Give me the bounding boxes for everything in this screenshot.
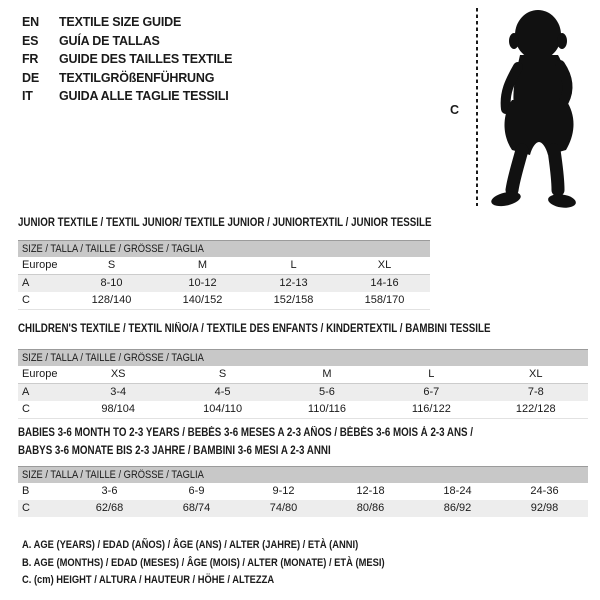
table-row-europe <box>18 366 588 384</box>
value-cell: 14-16 <box>370 277 399 289</box>
babies-table-title-line1: BABIES 3-6 MONTH TO 2-3 YEARS / BEBÉS 3-6 MESES A 2-3 AÑOS / BÉBÉS 3-6 MOIS À 2-3 ANS / <box>18 427 474 439</box>
value-cell: 86/92 <box>443 502 472 514</box>
language-code: DE <box>22 70 39 85</box>
size-cell: S <box>218 368 227 380</box>
table-row-height <box>18 292 430 310</box>
babies-table-title-line2: BABYS 3-6 MONATE BIS 2-3 JAHRE / BAMBINI 3-6 MESI A 2-3 ANNI <box>18 445 331 457</box>
row-label: A <box>22 386 30 398</box>
value-cell: 74/80 <box>269 502 298 514</box>
babies-size-table <box>18 466 588 517</box>
junior-table-title-text: JUNIOR TEXTILE / TEXTIL JUNIOR/ TEXTILE JUNIOR / JUNIORTEXTIL / JUNIOR TESSILE <box>18 217 432 229</box>
value-cell: 98/104 <box>101 403 136 415</box>
value-cell: 9-12 <box>272 485 295 497</box>
row-label: C <box>22 294 30 306</box>
size-cell: XL <box>377 259 392 271</box>
value-cell: 110/116 <box>307 403 347 415</box>
value-cell: 92/98 <box>530 502 559 514</box>
language-title: TEXTILGRÖßENFÜHRUNG <box>59 70 215 85</box>
value-cell: 3-4 <box>110 386 127 398</box>
size-cell: M <box>322 368 332 380</box>
dashed-measure-line <box>476 8 478 206</box>
table-row-height <box>18 401 588 419</box>
size-header-label: SIZE / TALLA / TAILLE / GRÖSSE / TAGLIA <box>22 468 204 481</box>
value-cell: 140/152 <box>182 294 223 306</box>
legend-notes <box>22 537 449 590</box>
note-age-years: A. AGE (YEARS) / EDAD (AÑOS) / ÂGE (ANS) / ALTER (JAHRE) / ETÀ (ANNI) <box>22 539 359 551</box>
junior-table-title <box>18 214 504 232</box>
value-cell: 158/170 <box>364 294 405 306</box>
size-cell: S <box>107 259 116 271</box>
language-title: GUIDE DES TAILLES TEXTILE <box>59 52 233 67</box>
table-row-age <box>18 384 588 402</box>
size-header-row <box>18 241 430 258</box>
value-cell: 68/74 <box>182 502 211 514</box>
value-cell: 12-13 <box>279 277 308 289</box>
note-height-cm: C. (cm) HEIGHT / ALTURA / HAUTEUR / HÖHE / ALTEZZA <box>22 574 275 586</box>
size-cell: L <box>428 368 435 380</box>
language-title: GUÍA DE TALLAS <box>59 33 160 48</box>
size-cell: L <box>290 259 297 271</box>
value-cell: 7-8 <box>527 386 544 398</box>
height-measure-figure <box>440 0 600 215</box>
language-title: TEXTILE SIZE GUIDE <box>59 15 182 30</box>
language-row-fr <box>22 50 232 69</box>
row-label: Europe <box>22 368 58 380</box>
junior-size-table <box>18 240 430 310</box>
children-table-title-text: CHILDREN'S TEXTILE / TEXTIL NIÑO/A / TEXTILE DES ENFANTS / KINDERTEXTIL / BAMBINI TESSILE <box>18 323 491 335</box>
height-measure-label: C <box>450 103 460 117</box>
value-cell: 152/158 <box>273 294 314 306</box>
value-cell: 18-24 <box>443 485 472 497</box>
value-cell: 3-6 <box>101 485 118 497</box>
table-row-height <box>18 500 588 517</box>
value-cell: 6-9 <box>188 485 205 497</box>
size-cell: M <box>197 259 208 271</box>
size-cell: XS <box>110 368 126 380</box>
language-row-en <box>22 13 232 32</box>
table-row-age <box>18 275 430 293</box>
children-size-table <box>18 349 588 419</box>
language-title-list <box>22 13 232 106</box>
value-cell: 5-6 <box>319 386 335 398</box>
language-code: EN <box>22 15 39 30</box>
language-row-de <box>22 69 232 88</box>
row-label: C <box>22 502 30 514</box>
row-label: B <box>22 485 30 497</box>
value-cell: 4-5 <box>214 386 231 398</box>
size-header-row <box>18 350 588 367</box>
size-cell: XL <box>529 368 543 380</box>
value-cell: 122/128 <box>515 403 556 415</box>
row-label: C <box>22 403 30 415</box>
row-label: Europe <box>22 259 58 271</box>
size-header-label: SIZE / TALLA / TAILLE / GRÖSSE / TAGLIA <box>22 242 204 255</box>
babies-table-title <box>18 424 553 460</box>
note-age-months: B. AGE (MONTHS) / EDAD (MESES) / ÂGE (MOIS) / ALTER (MONATE) / ETÀ (MESI) <box>22 556 385 569</box>
children-table-title <box>18 320 574 338</box>
language-title: GUIDA ALLE TAGLIE TESSILI <box>59 89 229 104</box>
language-code: ES <box>22 33 39 48</box>
size-header-row <box>18 467 588 484</box>
table-row-months <box>18 483 588 500</box>
value-cell: 116/122 <box>411 403 451 415</box>
language-row-it <box>22 87 232 106</box>
language-row-es <box>22 32 232 51</box>
value-cell: 128/140 <box>91 294 132 306</box>
value-cell: 24-36 <box>530 485 559 497</box>
value-cell: 80/86 <box>356 502 385 514</box>
table-row-europe <box>18 257 430 275</box>
value-cell: 104/110 <box>203 403 243 415</box>
language-code: IT <box>22 89 33 104</box>
row-label: A <box>22 277 30 289</box>
language-code: FR <box>22 52 39 67</box>
size-header-label: SIZE / TALLA / TAILLE / GRÖSSE / TAGLIA <box>22 351 204 364</box>
value-cell: 10-12 <box>188 277 217 289</box>
value-cell: 8-10 <box>100 277 123 289</box>
baby-silhouette-icon <box>482 5 596 211</box>
value-cell: 12-18 <box>356 485 385 497</box>
value-cell: 6-7 <box>423 386 440 398</box>
value-cell: 62/68 <box>95 502 124 514</box>
